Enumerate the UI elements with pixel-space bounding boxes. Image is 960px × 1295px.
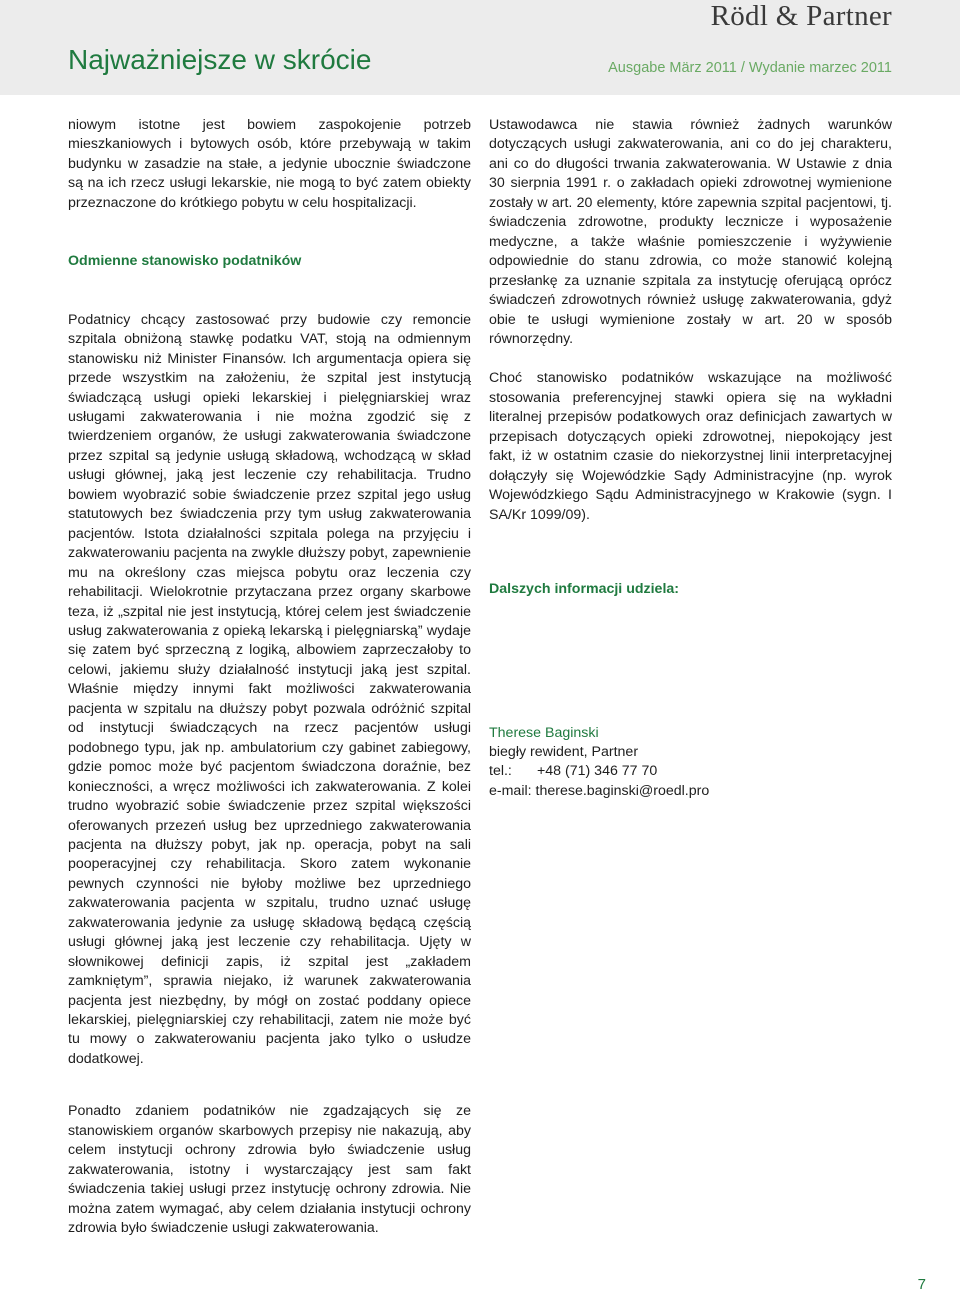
page-header: [0, 0, 960, 95]
left-paragraph-2: Podatnicy chcący zastosować przy budowie czy remoncie szpitala obniżoną stawkę podatku VAT, stoją na odmiennym stanowisku niż Minister Finansów. Ich argumentacja opiera się przede wszystkim na założeniu, że szpital jest instytucją świadczącą usługi opieki lekarskiej i pielęgniarskiej wraz usługami zakwaterowania i nie można zgodzić się z twierdzeniem organów, że usługi zakwaterowania świadczone przez szpital są jedynie usługą składową, wchodzącą w skład usługi głównej, jaką jest leczenie czy rehabilitacja. Trudno bowiem wyobrazić sobie świadczenie przez szpital jego usług statutowych bez świadczenia przy tym usług zakwaterowania pacjentów. Istota działalności szpitala polega na przyjęciu i zakwaterowaniu pacjenta na zwykle dłuższy pobyt, zapewnienie mu na określony czas miejsca pobytu oraz leczenia czy rehabilitacji. Wielokrotnie przytaczana przez organy skarbowe teza, iż „szpital nie jest instytucją, której celem jest świadczenie usług zakwaterowania z opieką lekarską i pielęgniarską” wydaje się zatem być sprzeczną z logiką, albowiem zaprzeczałoby to celowi, jakiemu służy działalność instytucji jaką jest szpital. Właśnie między innymi fakt możliwości zakwaterowania pacjenta w szpitalu na dłuższy pobyt pozwala odróżnić szpital od instytucji świadczących na rzecz pacjentów usługi podobnego typu, jak np. ambulatorium czy gabinet zabiegowy, gdzie pomoc może być pacjentom świadczona doraźnie, bez konieczności, a wręcz możliwości ich zakwaterowania. Z kolei trudno wyobrazić sobie świadczenie przez szpital większości oferowanych przezeń usług bez uprzedniego zakwaterowania pacjenta na dłuższy pobyt, jak np. operacja, pobyt na sali pooperacyjnej czy rehabilitacja. Skoro zatem wykonanie pewnych czynności nie byłoby możliwe bez uprzedniego zakwaterowania pacjenta w szpitalu, trudno uznać usługę zakwaterowania jedynie za usługę składową będącą częścią usługi głównej jaką jest leczenie czy rehabilitacja. Ujęty w słownikowej definicji zapis, iż szpital jest „zakładem zamkniętym”, sprawia niejako, iż warunek zakwaterowania pacjenta jest niezbędny, by mógł on zostać poddany opiece lekarskiej, pielęgniarskiej czy rehabilitacji, zatem nie może być tu mowy o zakwaterowaniu pacjenta jako tylko o usłudze dodatkowej.: [68, 311, 471, 1067]
contact-heading: Dalszych informacji udziela:: [489, 581, 680, 598]
contact-email: [489, 782, 892, 801]
phone-value: +48 (71) 346 77 70: [537, 763, 658, 780]
right-paragraph-1: Ustawodawca nie stawia również żadnych warunków dotyczących usługi zakwaterowania, ani co do jej charakteru, ani co do długości trwania zakwaterowania. W Ustawie z dnia 30 sierpnia 1991 r. o zakładach opieki zdrowotnej wymienione zostały w art. 20 elementy, które zapewnia szpital pacjentowi, tj. świadczenia zdrowotne, produkty lecznicze i wyposażenie medyczne, a także właśnie pomieszczenie i wyżywienie odpowiednie do stanu zdrowia, co może stanowić kolejną przesłankę za uznanie szpitala za instytucję oferującą oprócz świadczeń zdrowotnych również usługę zakwaterowania, gdyż obie te usługi wymienione zostały w art. 20 w sposób równorzędny.: [489, 117, 892, 347]
left-paragraph-3: Ponadto zdaniem podatników nie zgadzających się ze stanowiskiem organów skarbowych przepisy nie nakazują, aby celem instytucji ochrony zdrowia było świadczenie usług zakwaterowania, istotny i wystarczający jest sam fakt świadczenia takiej usługi przez instytucję ochrony zdrowia. Nie można zatem wymagać, aby celem działania instytucji ochrony zdrowia było świadczenie usługi zakwaterowania.: [68, 1103, 471, 1237]
left-paragraph-1: niowym istotne jest bowiem zaspokojenie potrzeb mieszkaniowych i bytowych osób, które przebywają w takim budynku w zasadzie na stałe, a jedynie ubocznie świadczone są na ich rzecz usługi lekarskie, nie mogą to być zatem obiekty przeznaczone do krótkiego pobytu w celu hospitalizacji.: [68, 117, 471, 211]
contact-role: biegły rewident, Partner: [489, 743, 639, 760]
subheading-taxpayers: Odmienne stanowisko podatników: [68, 253, 302, 270]
email-label: e-mail:: [489, 782, 532, 799]
contact-name: Therese Baginski: [489, 724, 599, 741]
left-column: [68, 116, 471, 1239]
email-value[interactable]: therese.baginski@roedl.pro: [535, 782, 710, 799]
page-number: 7: [917, 1276, 926, 1293]
contact-phone: [489, 762, 892, 781]
phone-label: tel.:: [489, 763, 512, 780]
section-title: Najważniejsze w skrócie: [68, 44, 372, 75]
right-paragraph-2: Choć stanowisko podatników wskazujące na możliwość stosowania preferencyjnej stawki opiera się na wykładni literalnej przepisów podatkowych oraz definicjach zawartych w przepisach dotyczących opieki zdrowotnej, niepokojący jest fakt, iż w ostatnim czasie do niekorzystnej linii interpretacyjnej dołączyły się Wojewódzkie Sądy Administracyjne (np. wyrok Wojewódzkiego Sądu Administracyjnego w Krakowie (sygn. I SA/Kr 1099/09).: [489, 370, 892, 523]
edition-label: Ausgabe März 2011 / Wydanie marzec 2011: [608, 60, 892, 76]
contact-block: [489, 580, 892, 801]
brand-logo-text: Rödl & Partner: [710, 0, 892, 32]
right-column: [489, 116, 892, 801]
